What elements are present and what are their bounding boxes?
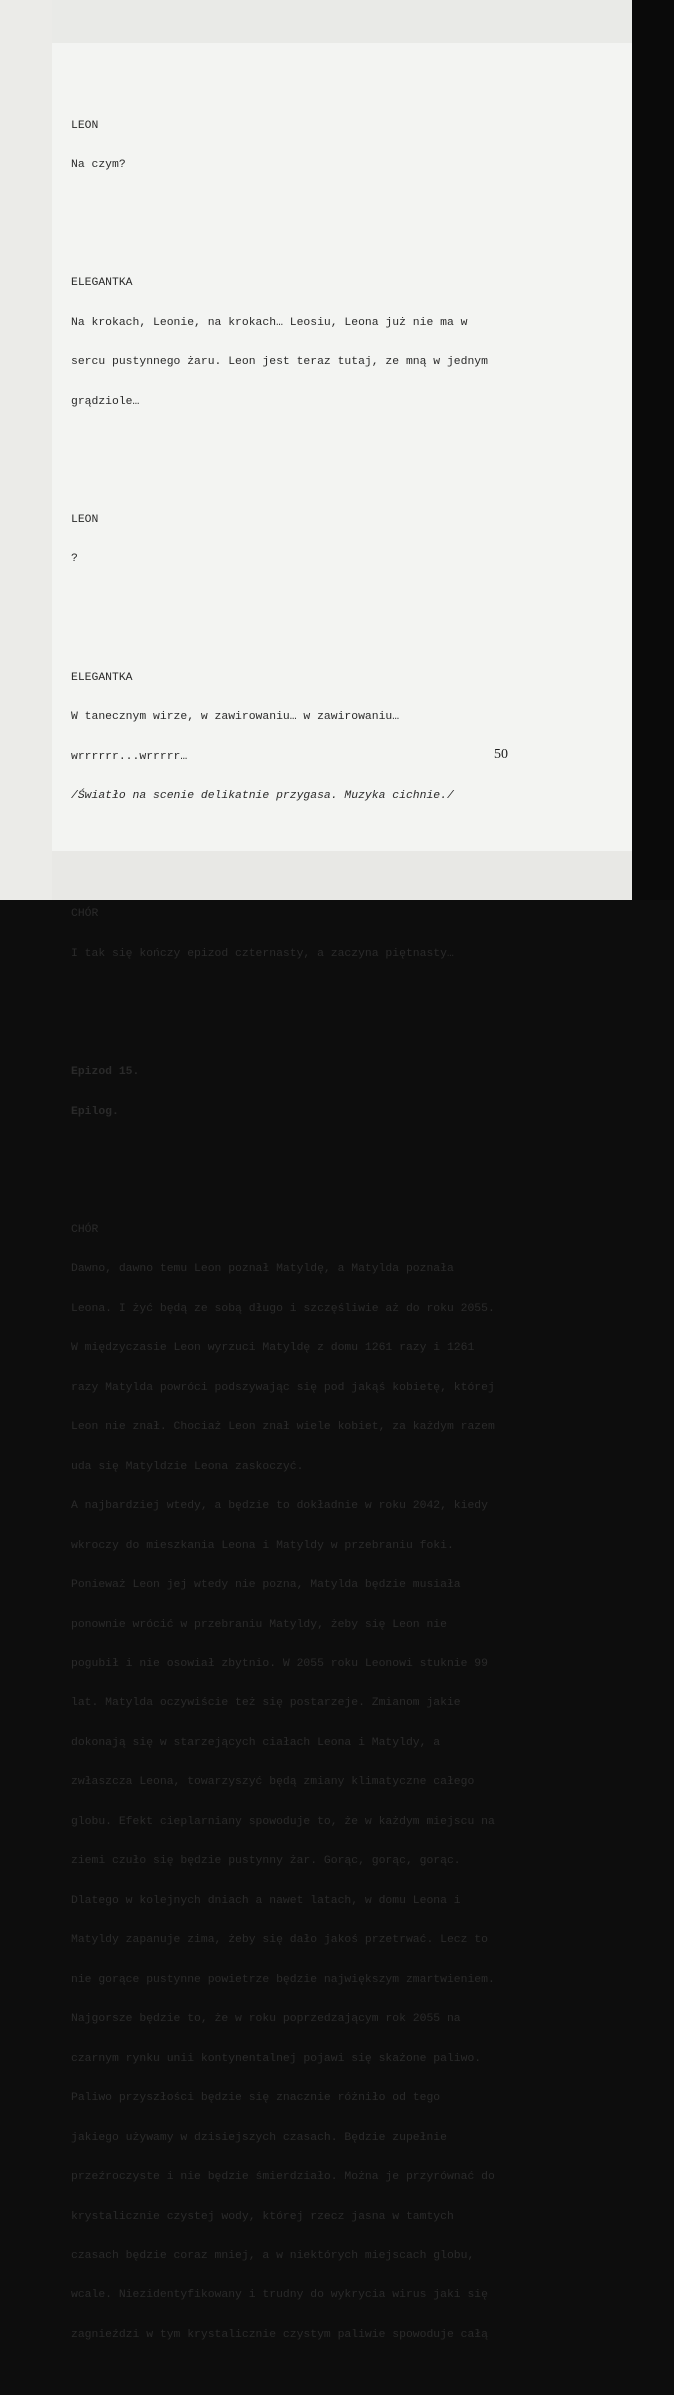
dialogue-line: Matyldy zapanuje zima, żeby się dało jakoś przetrwać. Lecz to [71,1934,488,1947]
dialogue-line: Dawno, dawno temu Leon poznał Matyldę, a Matylda poznała [71,1263,454,1276]
dialogue-line: Na czym? [71,159,126,172]
dialogue-block [71,488,511,593]
dialogue-line: W międzyczasie Leon wyrzuci Matyldę z domu 1261 razy i 1261 [71,1342,475,1355]
dialogue-line: wkroczy do mieszkania Leona i Matyldy w przebraniu foki. [71,1539,454,1552]
dialogue-line: jakiego używamy w dzisiejszych czasach. Będzie zupełnie [71,2131,447,2144]
speaker-name: ELEGANTKA [71,277,133,290]
dialogue-line: globu. Efekt cieplarniany spowoduje to, że w każdym miejscu na [71,1815,495,1828]
episode-subtitle: Epilog. [71,1105,119,1118]
dialogue-line: Leon nie znał. Chociaż Leon znał wiele kobiet, za każdym razem [71,1421,495,1434]
dialogue-line: W tanecznym wirze, w zawirowaniu… w zawirowaniu… [71,711,400,724]
dialogue-line: wrrrrrr...wrrrrr… [71,750,188,763]
dialogue-line: czasach będzie coraz mniej, a w niektórych miejscach globu, [71,2250,475,2262]
dialogue-line: czarnym rynku unii kontynentalnej pojawi się skażone paliwo. [71,2052,482,2065]
stage-direction: /Światło na scenie delikatnie przygasa. Muzyka cichnie./ [71,790,454,803]
dialogue-line: przeźroczyste i nie będzie śmierdziało. Można je przyrównać do [71,2171,495,2184]
dialogue-line: ziemi czuło się będzie pustynny żar. Gorąc, gorąc, gorąc. [71,1855,461,1868]
dialogue-block [71,882,511,987]
dialogue-line: Leona. I żyć będą ze sobą długo i szczęśliwie aż do roku 2055. [71,1302,495,1315]
speaker-name: LEON [71,514,99,526]
speaker-name: ELEGANTKA [71,671,133,684]
page-number: 50 [494,747,508,762]
dialogue-line: uda się Matyldzie Leona zaskoczyć. [71,1460,304,1473]
scan-margin-top [52,0,632,43]
dialogue-line: ponownie wrócić w przebraniu Matyldy, żeby się Leon nie [71,1618,447,1631]
dialogue-line: I tak się kończy epizod czternasty, a zaczyna piętnasty… [71,947,454,960]
dialogue-line: wcale. Niezidentyfikowany i trudny do wykrycia wirus jaki się [71,2289,488,2302]
dialogue-line: lat. Matylda oczywiście też się postarzeje. Zmianom jakie [71,1697,461,1710]
dialogue-line: krystalicznie czystej wody, której rzecz jasna w tamtych [71,2210,454,2223]
dialogue-line: zwłaszcza Leona, towarzyszyć będą zmiany klimatyczne całego [71,1776,475,1789]
dialogue-line: Dlatego w kolejnych dniach a nawet latach, w domu Leona i [71,1894,461,1907]
dialogue-line: pogubił i nie osowiał zbytnio. W 2055 roku Leonowi stuknie 99 [71,1657,488,1670]
dialogue-line: ? [71,553,78,566]
dialogue-line: razy Matylda powróci podszywając się pod jakąś kobietę, której [71,1381,495,1394]
scan-margin-left [0,0,52,900]
dialogue-block [71,251,511,435]
dialogue-line: grądziole… [71,395,140,408]
dialogue-line: zagnieździ w tym krystalicznie czystym paliwie spowoduje całą [71,2328,488,2341]
dialogue-block [71,93,511,198]
dialogue-line: Ponieważ Leon jej wtedy nie pozna, Matylda będzie musiała [71,1579,461,1592]
dialogue-block [71,645,511,829]
dialogue-line: Paliwo przyszłości będzie się znacznie różniło od tego [71,2092,441,2105]
scan-edge-right [632,0,674,900]
dialogue-block [71,1198,511,2369]
speaker-name: CHÓR [71,908,99,921]
speaker-name: LEON [71,119,99,132]
episode-title: Epizod 15. [71,1066,140,1079]
dialogue-line: sercu pustynnego żaru. Leon jest teraz tutaj, ze mną w jednym [71,356,488,369]
episode-heading [71,1040,511,1145]
dialogue-line: dokonają się w starzejących ciałach Leona i Matyldy, a [71,1736,441,1749]
dialogue-line: Najgorsze będzie to, że w roku poprzedzającym rok 2055 na [71,2013,461,2026]
dialogue-line: nie gorące pustynne powietrze będzie największym zmartwieniem. [71,1973,495,1986]
dialogue-line: Na krokach, Leonie, na krokach… Leosiu, Leona już nie ma w [71,316,468,329]
script-text [71,67,511,2395]
dialogue-line: A najbardziej wtedy, a będzie to dokładnie w roku 2042, kiedy [71,1500,488,1513]
speaker-name: CHÓR [71,1223,99,1236]
